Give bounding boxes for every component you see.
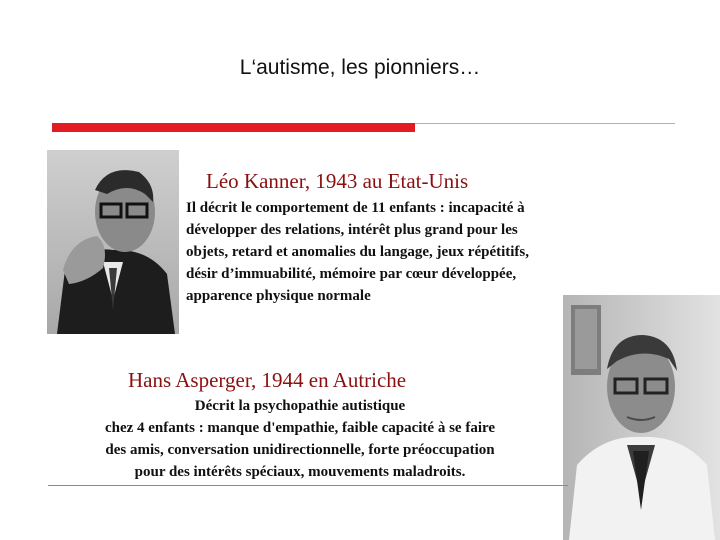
kanner-line: apparence physique normale [186,288,371,304]
asperger-line: Décrit la psychopathie autistique [194,398,406,414]
bottom-divider-line [48,485,568,486]
kanner-heading: Léo Kanner, 1943 au Etat-Unis [206,169,469,193]
asperger-line: des amis, conversation unidirectionnelle, forte préoccupation [105,442,495,458]
kanner-description [186,197,606,307]
title-accent-bar [52,123,415,132]
kanner-line: développer des relations, intérêt plus grand pour les [186,222,518,238]
slide-title: L‘autisme, les pionniers… [239,56,481,79]
kanner-portrait-photo [47,150,179,334]
asperger-line: chez 4 enfants : manque d'empathie, faible capacité à se faire [104,420,496,436]
asperger-heading: Hans Asperger, 1944 en Autriche [128,368,407,392]
title-divider-line [415,123,675,124]
asperger-portrait-photo [563,295,720,540]
asperger-description [60,395,540,483]
kanner-line: objets, retard et anomalies du langage, jeux répétitifs, [186,244,530,260]
kanner-line: Il décrit le comportement de 11 enfants : incapacité à [186,200,525,216]
kanner-line: désir d’immuabilité, mémoire par cœur développée, [186,266,517,282]
asperger-line: pour des intérêts spéciaux, mouvements maladroits. [134,464,466,480]
